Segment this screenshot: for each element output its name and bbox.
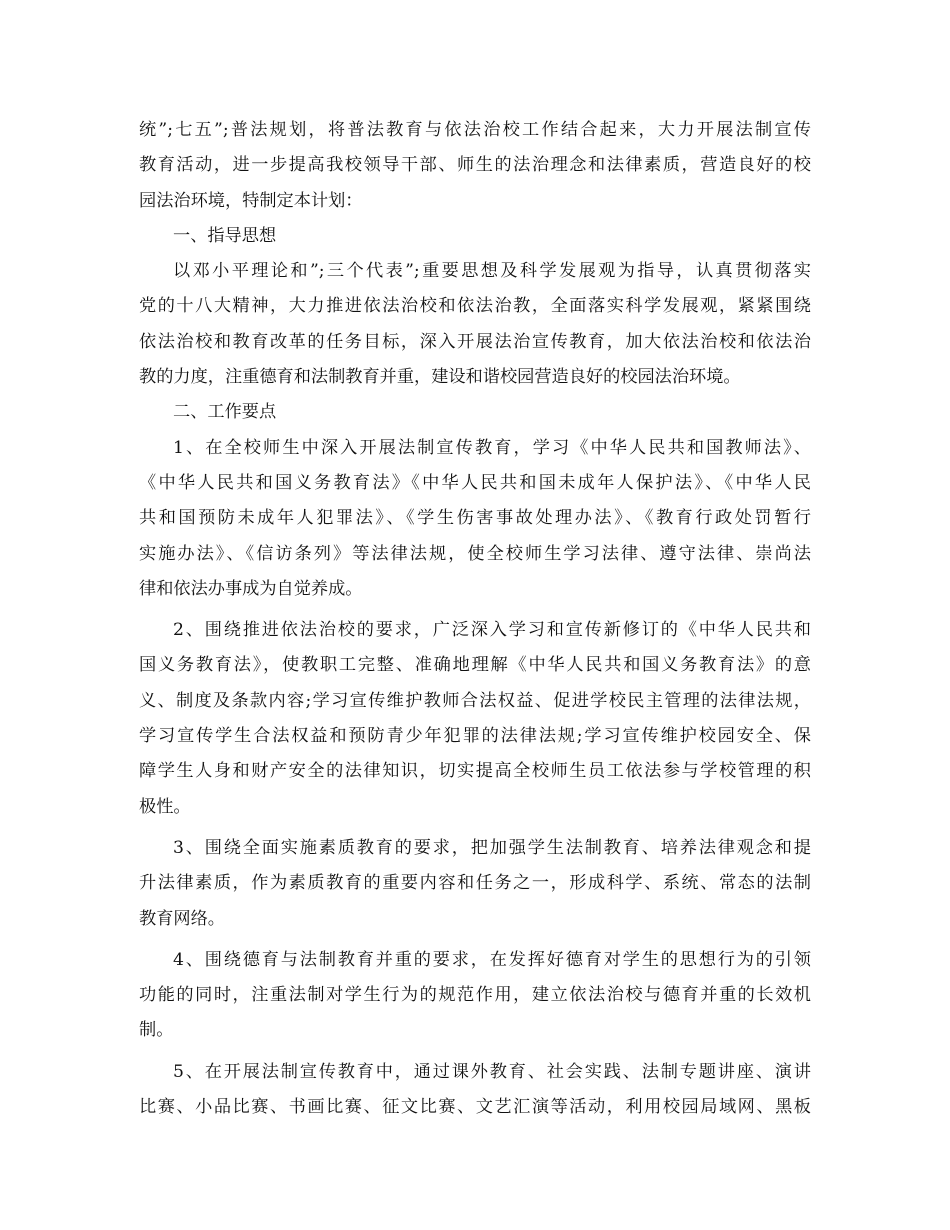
document-body xyxy=(139,113,811,1125)
text-line: 园法治环境，特制定本计划： xyxy=(139,190,363,211)
text-line: 比赛、小品比赛、书画比赛、征文比赛、文艺汇演等活动，利用校园局域网、黑板 xyxy=(139,1097,811,1118)
text-line: 功能的同时，注重法制对学生行为的规范作用，建立依法治校与德育并重的长效机 xyxy=(139,985,811,1006)
text-line: 律和依法办事成为自觉养成。 xyxy=(139,578,363,599)
text-line: 教育活动，进一步提高我校领导干部、师生的法治理念和法律素质，营造良好的校 xyxy=(139,155,811,176)
text-line: 障学生人身和财产安全的法律知识，切实提高全校师生员工依法参与学校管理的积 xyxy=(139,761,811,782)
text-line: 党的十八大精神，大力推进依法治校和依法治教，全面落实科学发展观，紧紧围绕 xyxy=(139,296,811,317)
text-line: 2、围绕推进依法治校的要求，广泛深入学习和宣传新修订的《中华人民共和 xyxy=(173,620,811,641)
guiding-thought-paragraph xyxy=(139,254,811,395)
text-line: 义、制度及条款内容;学习宣传维护教师合法权益、促进学校民主管理的法律法规， xyxy=(139,690,811,711)
text-line: 3、围绕全面实施素质教育的要求，把加强学生法制教育、培养法律观念和提 xyxy=(173,837,811,858)
work-point-2 xyxy=(139,613,811,825)
work-point-4 xyxy=(139,943,811,1049)
text-line: 《中华人民共和国义务教育法》《中华人民共和国未成年人保护法》、《中华人民 xyxy=(139,472,811,493)
section-heading-work-points: 二、工作要点 xyxy=(173,402,277,423)
text-line: 实施办法》、《信访条列》等法律法规，使全校师生学习法律、遵守法律、崇尚法 xyxy=(139,543,811,564)
text-line: 5、在开展法制宣传教育中，通过课外教育、社会实践、法制专题讲座、演讲 xyxy=(173,1061,811,1082)
text-line: 以邓小平理论和”;三个代表”;重要思想及科学发展观为指导，认真贯彻落实 xyxy=(173,261,811,282)
text-line: 极性。 xyxy=(139,796,191,817)
text-line: 统”;七五”;普法规划，将普法教育与依法治校工作结合起来，大力开展法制宣传 xyxy=(139,120,811,140)
intro-paragraph xyxy=(139,113,811,219)
text-line: 制。 xyxy=(139,1020,174,1041)
text-line: 教的力度，注重德育和法制教育并重，建设和谐校园营造良好的校园法治环境。 xyxy=(139,367,741,388)
text-line: 共和国预防未成年人犯罪法》、《学生伤害事故处理办法》、《教育行政处罚暂行 xyxy=(139,508,811,529)
text-line: 学习宣传学生合法权益和预防青少年犯罪的法律法规;学习宣传维护校园安全、保 xyxy=(139,726,811,747)
section-heading-guiding-thought: 一、指导思想 xyxy=(173,225,277,246)
text-line: 国义务教育法》，使教职工完整、准确地理解《中华人民共和国义务教育法》的意 xyxy=(139,655,811,676)
text-line: 教育网络。 xyxy=(139,908,225,929)
text-line: 升法律素质，作为素质教育的重要内容和任务之一，形成科学、系统、常态的法制 xyxy=(139,873,811,894)
work-point-3 xyxy=(139,831,811,937)
work-point-1 xyxy=(139,431,811,607)
text-line: 4、围绕德育与法制教育并重的要求，在发挥好德育对学生的思想行为的引领 xyxy=(173,949,811,970)
work-point-5 xyxy=(139,1055,811,1126)
text-line: 1、在全校师生中深入开展法制宣传教育，学习《中华人民共和国教师法》、 xyxy=(173,437,811,458)
text-line: 依法治校和教育改革的任务目标，深入开展法治宣传教育，加大依法治校和依法治 xyxy=(139,331,811,352)
